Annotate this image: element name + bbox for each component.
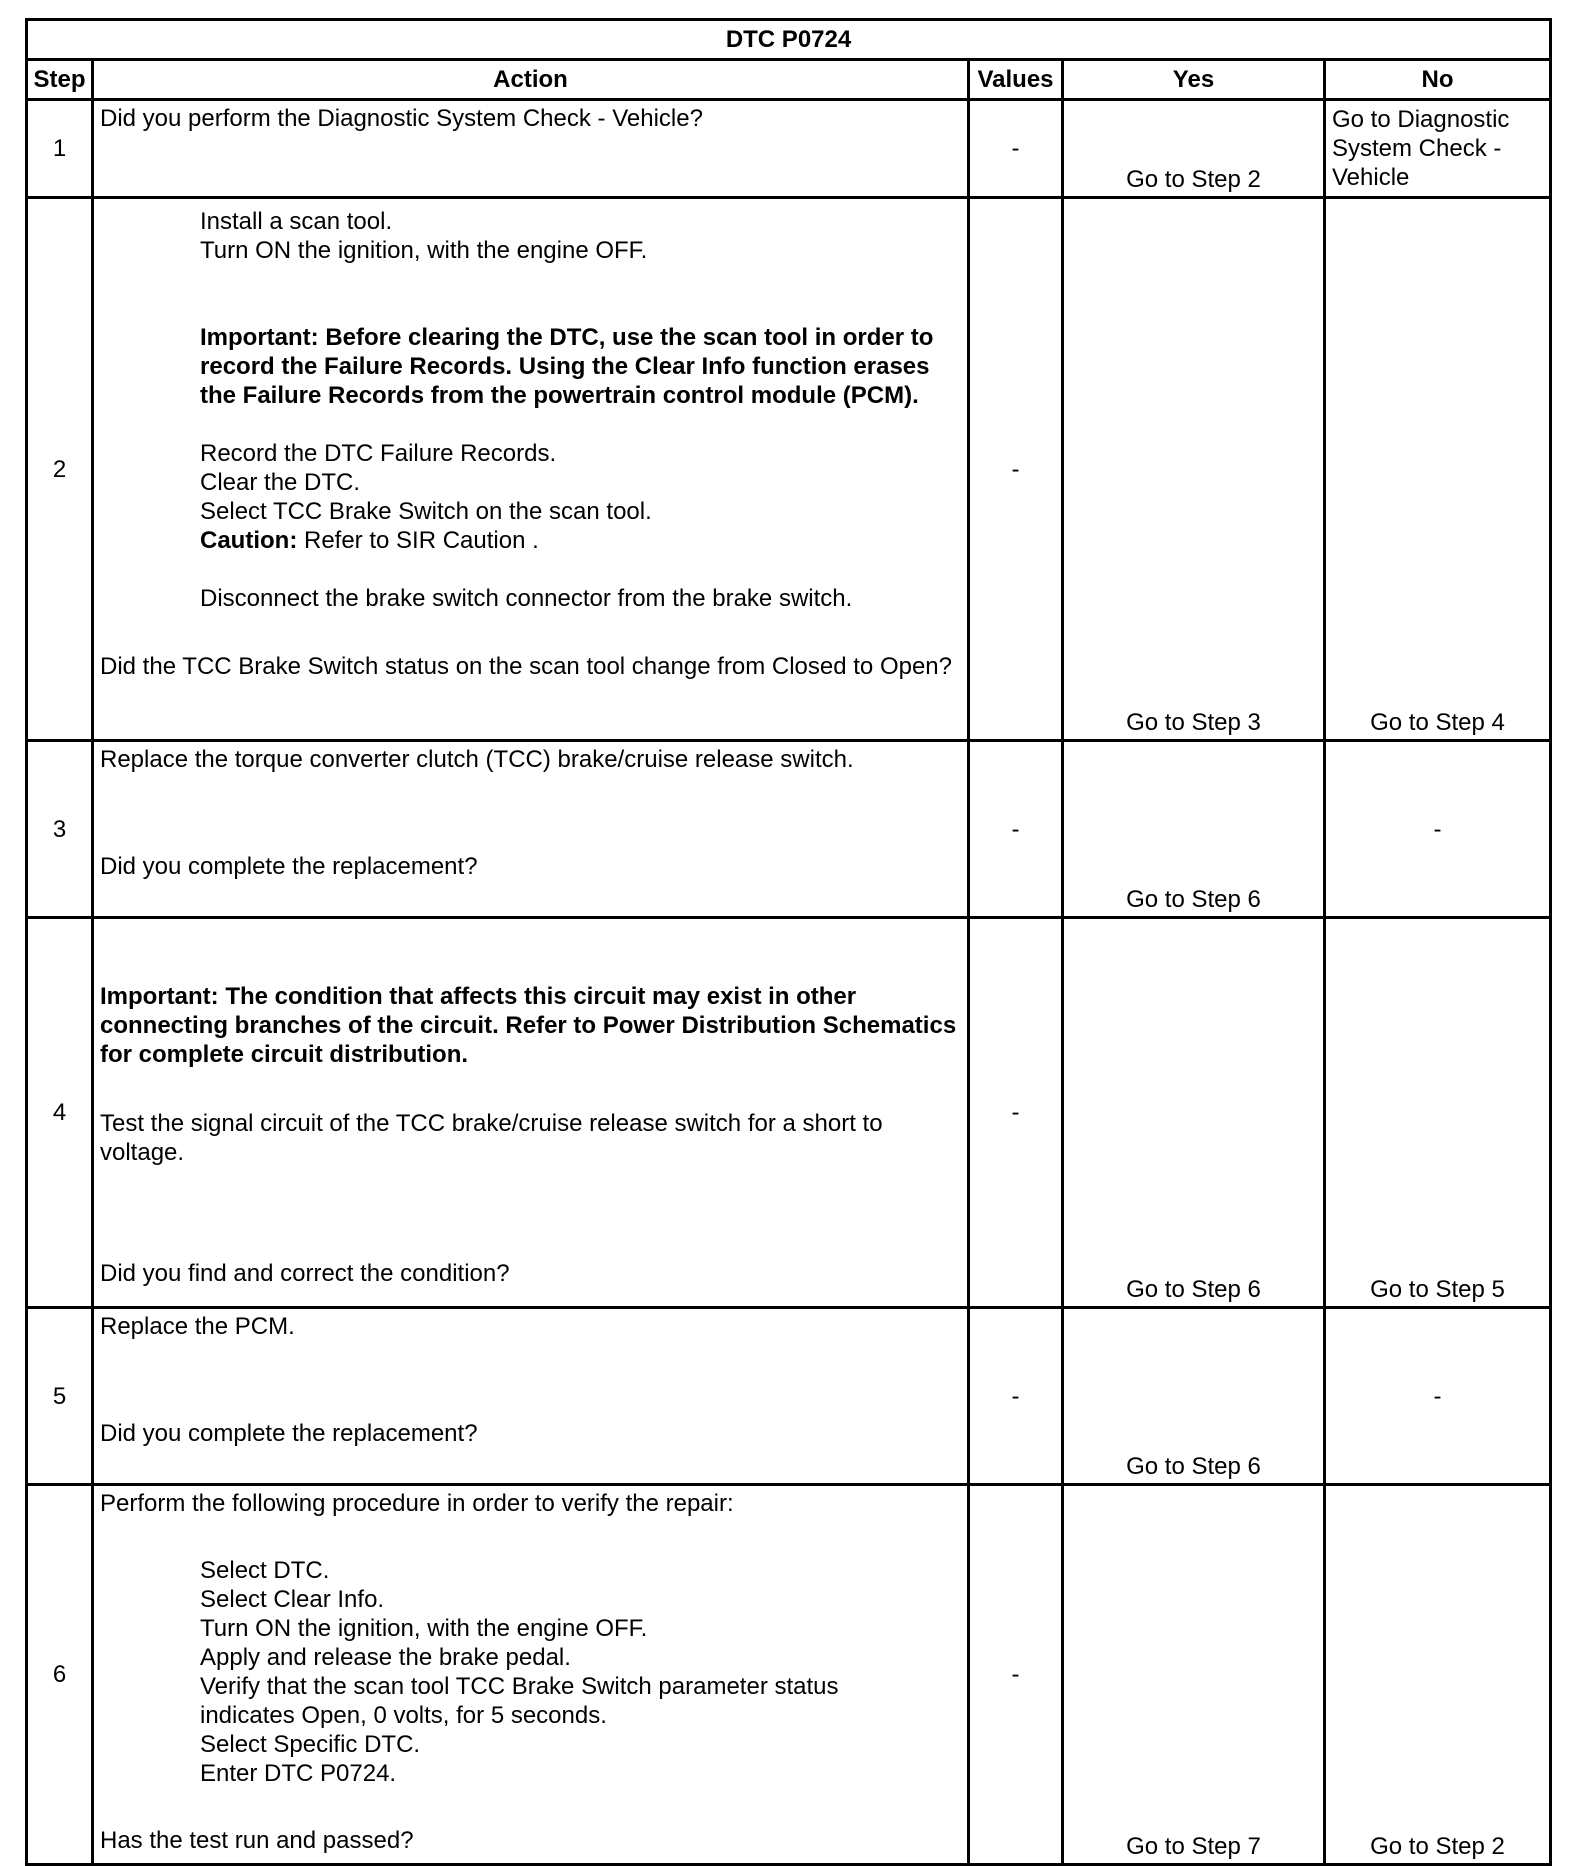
table-row — [27, 100, 1551, 198]
action-line: Turn ON the ignition, with the engine OFF. — [200, 1615, 648, 1642]
action-cell — [93, 1308, 969, 1485]
action-line: Enter DTC P0724. — [200, 1760, 397, 1787]
action-line: Test the signal circuit of the TCC brake/cruise release switch for a short to voltage. — [100, 1110, 883, 1166]
important-note: Important: The condition that affects this circuit may exist in other connecting branches of the circuit. Refer to Power Distribution Schematics for complete circuit distribution. — [100, 983, 957, 1068]
header-row — [27, 60, 1551, 100]
table-row — [27, 1308, 1551, 1485]
step-number: 2 — [27, 198, 93, 741]
action-line: Apply and release the brake pedal. — [200, 1644, 571, 1671]
caution-line — [200, 526, 961, 555]
no-cell: Go to Step 4 — [1325, 198, 1551, 741]
table-row — [27, 198, 1551, 741]
action-line: Replace the PCM. — [100, 1313, 295, 1340]
table-row — [27, 1485, 1551, 1865]
yes-cell: Go to Step 6 — [1063, 918, 1325, 1308]
caution-text: Refer to SIR Caution . — [297, 527, 539, 554]
no-cell: - — [1325, 1308, 1551, 1485]
action-question: Did you find and correct the condition? — [100, 1260, 510, 1287]
action-cell — [93, 198, 969, 741]
values-cell: - — [969, 1308, 1063, 1485]
yes-cell: Go to Step 2 — [1063, 100, 1325, 198]
header-values: Values — [969, 60, 1063, 100]
no-cell: - — [1325, 741, 1551, 918]
action-line: Select Clear Info. — [200, 1586, 385, 1613]
action-cell — [93, 1485, 969, 1865]
dtc-table — [25, 18, 1552, 1866]
action-line: Disconnect the brake switch connector from the brake switch. — [200, 585, 853, 612]
title-row — [27, 20, 1551, 60]
action-question: Did you complete the replacement? — [100, 853, 478, 880]
action-cell — [93, 918, 969, 1308]
no-cell: Go to Diagnostic System Check - Vehicle — [1325, 100, 1551, 198]
header-yes: Yes — [1063, 60, 1325, 100]
action-cell — [93, 100, 969, 198]
action-line: Record the DTC Failure Records. — [200, 440, 557, 467]
step-number: 6 — [27, 1485, 93, 1865]
yes-cell: Go to Step 6 — [1063, 1308, 1325, 1485]
values-cell: - — [969, 198, 1063, 741]
yes-cell: Go to Step 7 — [1063, 1485, 1325, 1865]
yes-cell: Go to Step 3 — [1063, 198, 1325, 741]
action-line: Select DTC. — [200, 1557, 330, 1584]
action-line: Verify that the scan tool TCC Brake Switch parameter status indicates Open, 0 volts, for 5 seconds. — [200, 1673, 839, 1729]
no-cell: Go to Step 2 — [1325, 1485, 1551, 1865]
action-intro: Perform the following procedure in order to verify the repair: — [100, 1490, 734, 1517]
table-row — [27, 918, 1551, 1308]
step-number: 1 — [27, 100, 93, 198]
header-step: Step — [27, 60, 93, 100]
values-cell: - — [969, 918, 1063, 1308]
action-line: Replace the torque converter clutch (TCC) brake/cruise release switch. — [100, 746, 854, 773]
step-number: 4 — [27, 918, 93, 1308]
values-cell: - — [969, 1485, 1063, 1865]
action-line: Turn ON the ignition, with the engine OFF. — [200, 237, 648, 264]
action-question: Has the test run and passed? — [100, 1827, 414, 1854]
yes-cell: Go to Step 6 — [1063, 741, 1325, 918]
table-title: DTC P0724 — [27, 20, 1551, 60]
action-line: Install a scan tool. — [200, 208, 393, 235]
header-action: Action — [93, 60, 969, 100]
action-question: Did you perform the Diagnostic System Check - Vehicle? — [100, 105, 703, 132]
table-row — [27, 741, 1551, 918]
action-cell — [93, 741, 969, 918]
action-question: Did the TCC Brake Switch status on the scan tool change from Closed to Open? — [100, 653, 952, 680]
caution-label: Caution: — [200, 527, 298, 554]
header-no: No — [1325, 60, 1551, 100]
step-number: 5 — [27, 1308, 93, 1485]
action-question: Did you complete the replacement? — [100, 1420, 478, 1447]
values-cell: - — [969, 741, 1063, 918]
action-line: Clear the DTC. — [200, 469, 361, 496]
action-line: Select Specific DTC. — [200, 1731, 421, 1758]
important-note: Important: Before clearing the DTC, use the scan tool in order to record the Failure Records. Using the Clear Info function erases the Failure Records from the powertrain control module (PCM). — [200, 324, 934, 409]
action-line: Select TCC Brake Switch on the scan tool. — [200, 498, 652, 525]
no-cell: Go to Step 5 — [1325, 918, 1551, 1308]
values-cell: - — [969, 100, 1063, 198]
step-number: 3 — [27, 741, 93, 918]
